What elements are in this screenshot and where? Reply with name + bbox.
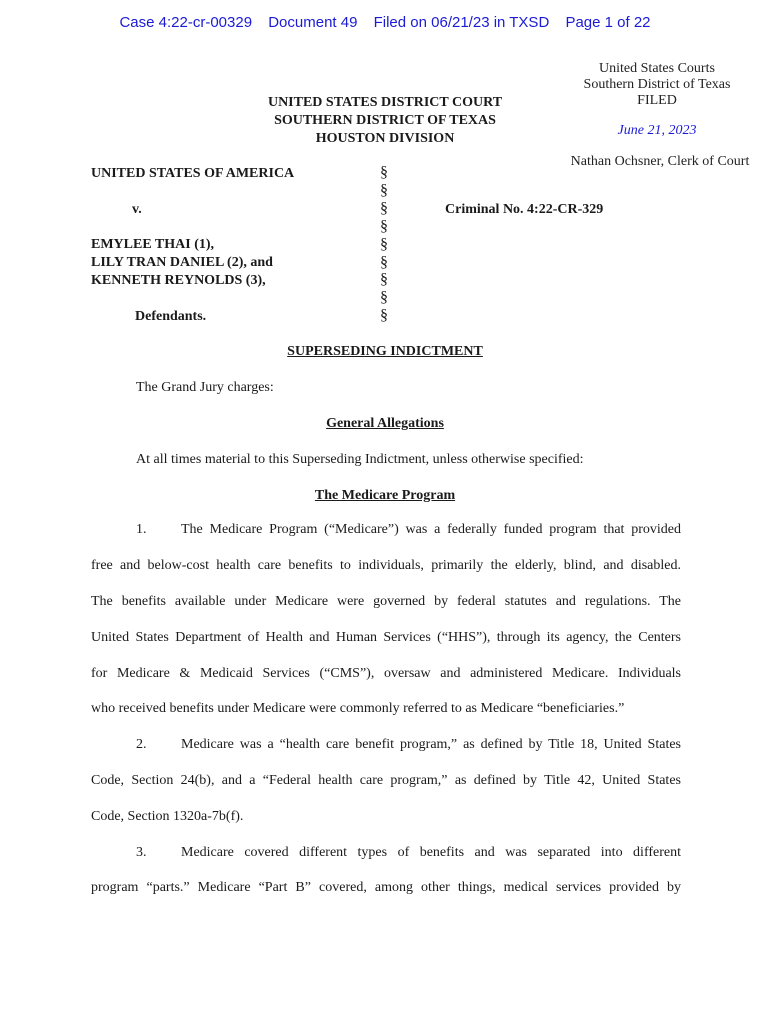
case-number-stamp: Case 4:22-cr-00329 [119, 14, 253, 31]
general-allegations-intro: At all times material to this Superseding Indictment, unless otherwise specified: [136, 452, 584, 467]
caption-defendant-1: EMYLEE THAI (1), [91, 237, 215, 252]
heading-general-allegations: General Allegations [326, 416, 444, 431]
paragraph-3-line: Medicare covered different types of benefits and was separated into different [181, 845, 681, 860]
document-number-stamp: Document 49 [268, 14, 358, 31]
filed-stamp-line3: FILED [637, 93, 677, 108]
section-symbol: § [380, 181, 388, 199]
section-symbol: § [380, 307, 388, 325]
paragraph-1-line: The Medicare Program (“Medicare”) was a federally funded program that provided [181, 522, 681, 537]
paragraph-1-line: who received benefits under Medicare were commonly referred to as Medicare “beneficiaries.” [91, 701, 625, 716]
court-heading-line3: HOUSTON DIVISION [315, 131, 455, 146]
paragraph-1-line: for Medicare & Medicaid Services (“CMS”), oversaw and administered Medicare. Individuals [91, 666, 681, 681]
filed-stamp [565, 61, 749, 109]
court-heading-line2: SOUTHERN DISTRICT OF TEXAS [274, 113, 496, 128]
caption-defendants-label: Defendants. [135, 309, 207, 324]
document-title: SUPERSEDING INDICTMENT [287, 344, 483, 359]
section-symbol: § [380, 289, 388, 307]
caption-plaintiff: UNITED STATES OF AMERICA [91, 166, 295, 181]
page-number-stamp: Page 1 of 22 [565, 14, 651, 31]
section-symbol: § [380, 199, 388, 217]
caption-defendant-3: KENNETH REYNOLDS (3), [91, 273, 266, 288]
paragraph-3-line: program “parts.” Medicare “Part B” covered, among other things, medical services provided by [91, 880, 681, 895]
criminal-case-number: Criminal No. 4:22-CR-329 [445, 202, 604, 217]
heading-medicare-program: The Medicare Program [314, 488, 456, 503]
caption-versus: v. [132, 202, 142, 217]
court-heading [200, 94, 570, 148]
section-symbol: § [380, 253, 388, 271]
paragraph-2-number: 2. [136, 737, 147, 752]
paragraph-1-line: The benefits available under Medicare were governed by federal statutes and regulations. The [91, 594, 681, 609]
paragraph-1-number: 1. [136, 522, 147, 537]
filed-stamp-clerk: Nathan Ochsner, Clerk of Court [570, 154, 750, 169]
section-symbol: § [380, 164, 388, 181]
filed-date-stamp: Filed on 06/21/23 in TXSD [373, 14, 550, 31]
court-heading-line1: UNITED STATES DISTRICT COURT [267, 95, 503, 110]
paragraph-2-line: Code, Section 1320a-7b(f). [91, 809, 244, 824]
grand-jury-intro: The Grand Jury charges: [136, 380, 274, 395]
filed-stamp-line2: Southern District of Texas [583, 77, 731, 92]
paragraph-2-line: Code, Section 24(b), and a “Federal health care program,” as defined by Title 42, United States [91, 773, 681, 788]
caption-defendant-2: LILY TRAN DANIEL (2), and [91, 255, 273, 270]
paragraph-1-line: free and below-cost health care benefits to individuals, primarily the elderly, blind, and disabled. [91, 558, 681, 573]
section-symbol: § [380, 217, 388, 235]
paragraph-2-line: Medicare was a “health care benefit program,” as defined by Title 18, United States [181, 737, 681, 752]
section-symbol: § [380, 271, 388, 289]
filed-stamp-line1: United States Courts [599, 61, 715, 76]
section-symbol: § [380, 235, 388, 253]
ecf-header-stamp [0, 14, 770, 31]
filed-stamp-date: June 21, 2023 [617, 123, 697, 138]
paragraph-3-number: 3. [136, 845, 147, 860]
paragraph-1-line: United States Department of Health and Human Services (“HHS”), through its agency, the Centers [91, 630, 681, 645]
caption-section-symbols [376, 164, 392, 325]
